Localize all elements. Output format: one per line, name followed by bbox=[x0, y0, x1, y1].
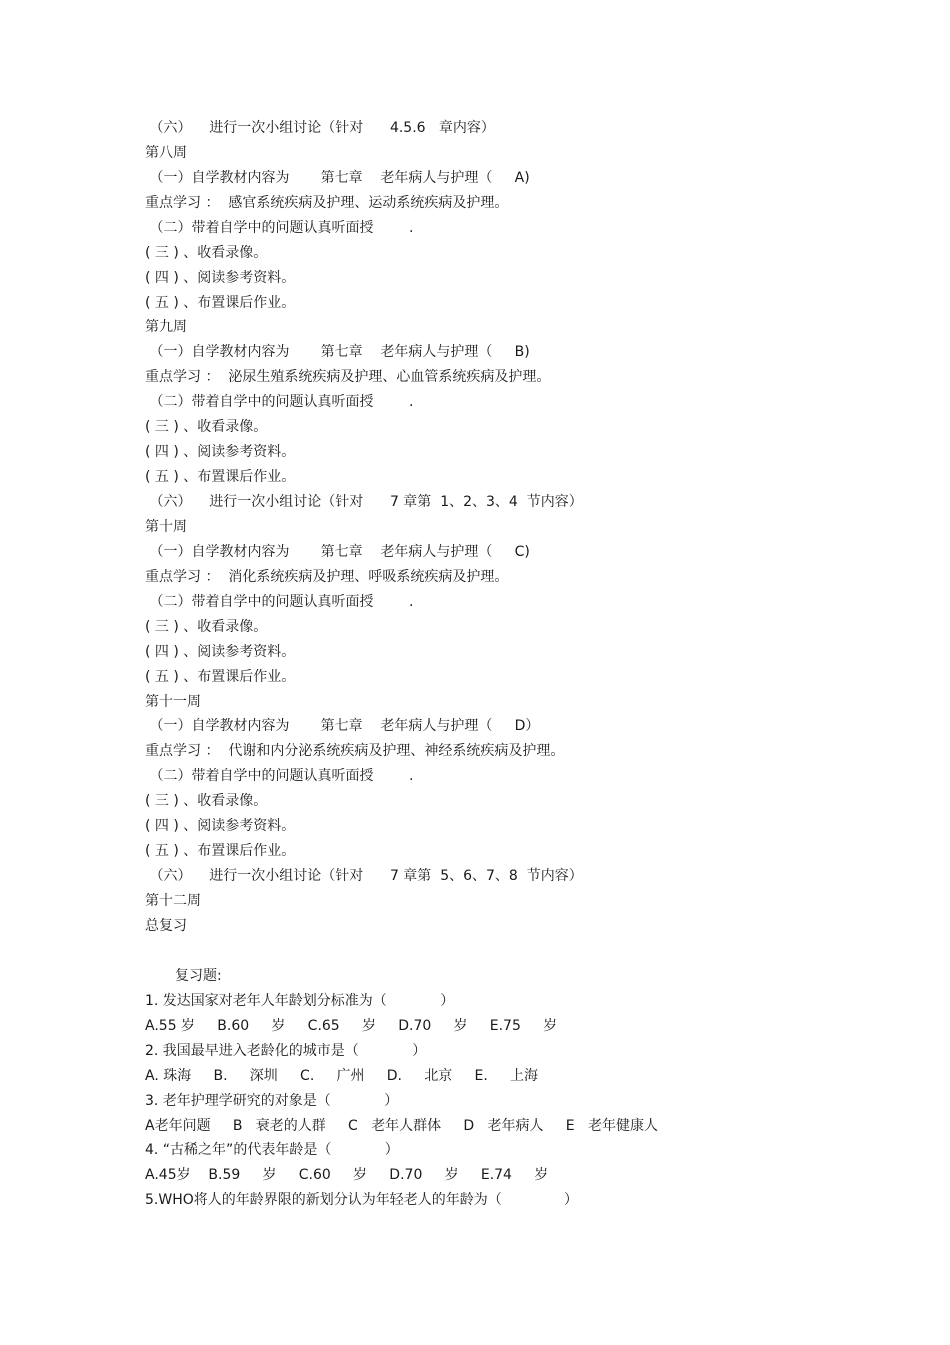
text-line: （六） 进行一次小组讨论（针对 7 章第 1、2、3、4 节内容） bbox=[145, 494, 583, 510]
text-line: ( 三 ) 、收看录像。 bbox=[145, 793, 268, 809]
text-line: ( 三 ) 、收看录像。 bbox=[145, 419, 268, 435]
week-heading: 第十周 bbox=[145, 519, 187, 535]
week-heading: 第十一周 bbox=[145, 694, 201, 710]
text-line: （二）带着自学中的问题认真听面授 . bbox=[145, 768, 414, 784]
review-question: 2. 我国最早进入老龄化的城市是（ ） bbox=[145, 1043, 427, 1059]
text-line: ( 五 ) 、布置课后作业。 bbox=[145, 469, 296, 485]
review-options: A.45岁 B.59 岁 C.60 岁 D.70 岁 E.74 岁 bbox=[145, 1167, 549, 1183]
review-question: 1. 发达国家对老年人年龄划分标准为（ ） bbox=[145, 993, 455, 1009]
review-options: A老年问题 B 衰老的人群 C 老年人群体 D 老年病人 E 老年健康人 bbox=[145, 1118, 658, 1134]
text-line: ( 四 ) 、阅读参考资料。 bbox=[145, 644, 296, 660]
week-heading: 第九周 bbox=[145, 319, 187, 335]
text-line: （一）自学教材内容为 第七章 老年病人与护理（ D） bbox=[145, 718, 540, 734]
review-heading: 复习题: bbox=[175, 968, 222, 984]
review-options: A.55 岁 B.60 岁 C.65 岁 D.70 岁 E.75 岁 bbox=[145, 1018, 558, 1034]
text-line: ( 五 ) 、布置课后作业。 bbox=[145, 669, 296, 685]
text-line: （一）自学教材内容为 第七章 老年病人与护理（ B) bbox=[145, 344, 530, 360]
text-line: （一）自学教材内容为 第七章 老年病人与护理（ A) bbox=[145, 170, 530, 186]
text-line: 重点学习 ： 泌尿生殖系统疾病及护理、心血管系统疾病及护理。 bbox=[145, 369, 551, 385]
text-line: （二）带着自学中的问题认真听面授 . bbox=[145, 220, 414, 236]
text-line: （六） 进行一次小组讨论（针对 4.5.6 章内容） bbox=[145, 120, 495, 136]
review-options: A. 珠海 B. 深圳 C. 广州 D. 北京 E. 上海 bbox=[145, 1068, 539, 1084]
week-heading: 第八周 bbox=[145, 145, 187, 161]
text-line: ( 三 ) 、收看录像。 bbox=[145, 619, 268, 635]
text-line: 总复习 bbox=[145, 918, 187, 934]
text-line: （一）自学教材内容为 第七章 老年病人与护理（ C) bbox=[145, 544, 530, 560]
text-line: ( 四 ) 、阅读参考资料。 bbox=[145, 444, 296, 460]
text-line: 重点学习 ： 感官系统疾病及护理、运动系统疾病及护理。 bbox=[145, 195, 509, 211]
text-line: （二）带着自学中的问题认真听面授 . bbox=[145, 594, 414, 610]
review-question: 3. 老年护理学研究的对象是（ ） bbox=[145, 1093, 399, 1109]
text-line: 重点学习 ： 代谢和内分泌系统疾病及护理、神经系统疾病及护理。 bbox=[145, 743, 565, 759]
text-line: ( 五 ) 、布置课后作业。 bbox=[145, 295, 296, 311]
review-question: 4. “古稀之年”的代表年龄是（ ） bbox=[145, 1142, 399, 1158]
text-line: 重点学习 ： 消化系统疾病及护理、呼吸系统疾病及护理。 bbox=[145, 569, 509, 585]
text-line: ( 五 ) 、布置课后作业。 bbox=[145, 843, 296, 859]
review-question: 5.WHO将人的年龄界限的新划分认为年轻老人的年龄为（ ） bbox=[145, 1192, 579, 1208]
text-line: （二）带着自学中的问题认真听面授 . bbox=[145, 394, 414, 410]
text-line: ( 三 ) 、收看录像。 bbox=[145, 245, 268, 261]
week-heading: 第十二周 bbox=[145, 893, 201, 909]
text-line: （六） 进行一次小组讨论（针对 7 章第 5、6、7、8 节内容） bbox=[145, 868, 583, 884]
text-line: ( 四 ) 、阅读参考资料。 bbox=[145, 818, 296, 834]
text-line: ( 四 ) 、阅读参考资料。 bbox=[145, 270, 296, 286]
